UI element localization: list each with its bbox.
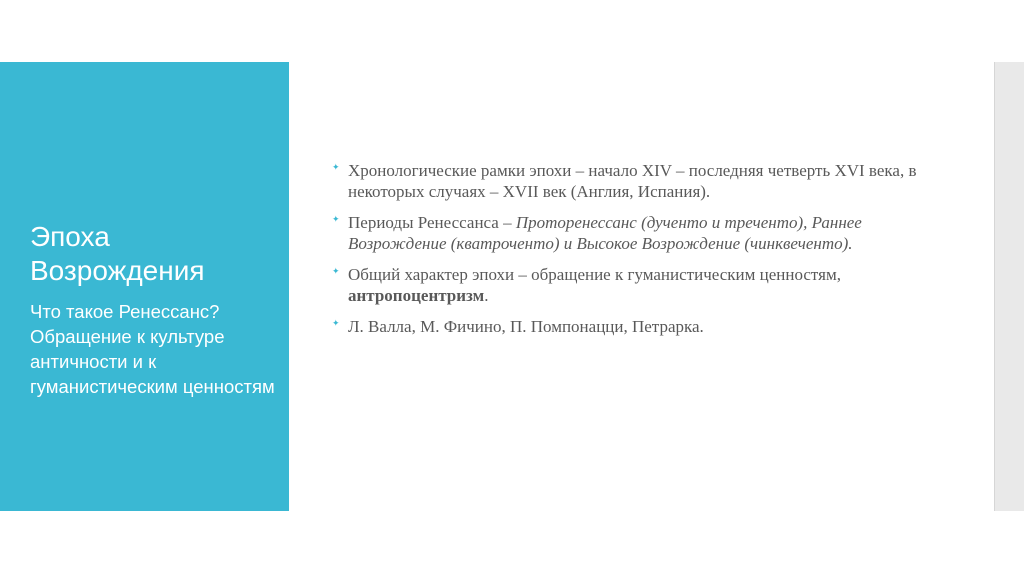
bullet-text: Общий характер эпохи – обращение к гуманистическим ценностям, bbox=[348, 265, 841, 284]
scrollbar[interactable] bbox=[994, 62, 1024, 511]
bullet-bold-text: антропоцентризм bbox=[348, 286, 485, 305]
bullet-tail-text: . bbox=[484, 286, 489, 305]
bullet-star-icon: ✦ bbox=[332, 215, 340, 225]
bullet-text: Периоды Ренессанса – bbox=[348, 213, 516, 232]
bullet-list bbox=[330, 160, 930, 347]
bullet-text: Хронологические рамки эпохи – начало XIV – последняя четверть XVI века, в некоторых случаях – XVII век (Англия, Испания). bbox=[348, 161, 917, 201]
slide-subtitle: Что такое Ренессанс? Обращение к культуре античности и к гуманистическим ценностям bbox=[30, 301, 275, 397]
bullet-text: Л. Валла, М. Фичино, П. Помпонацци, Петрарка. bbox=[348, 317, 704, 336]
bullet-star-icon: ✦ bbox=[332, 163, 340, 173]
list-item bbox=[330, 212, 930, 254]
slide-title: Эпоха Возрождения bbox=[30, 221, 205, 286]
list-item bbox=[330, 264, 930, 306]
list-item bbox=[330, 316, 930, 337]
list-item bbox=[330, 160, 930, 202]
scrollbar-edge bbox=[994, 62, 995, 511]
bullet-italic-text: Проторенессанс (дученто и треченто), Раннее Возрождение (кватроченто) и Высокое Возрождение (чинквеченто). bbox=[348, 213, 862, 253]
bullet-star-icon: ✦ bbox=[332, 319, 340, 329]
bullet-star-icon: ✦ bbox=[332, 267, 340, 277]
